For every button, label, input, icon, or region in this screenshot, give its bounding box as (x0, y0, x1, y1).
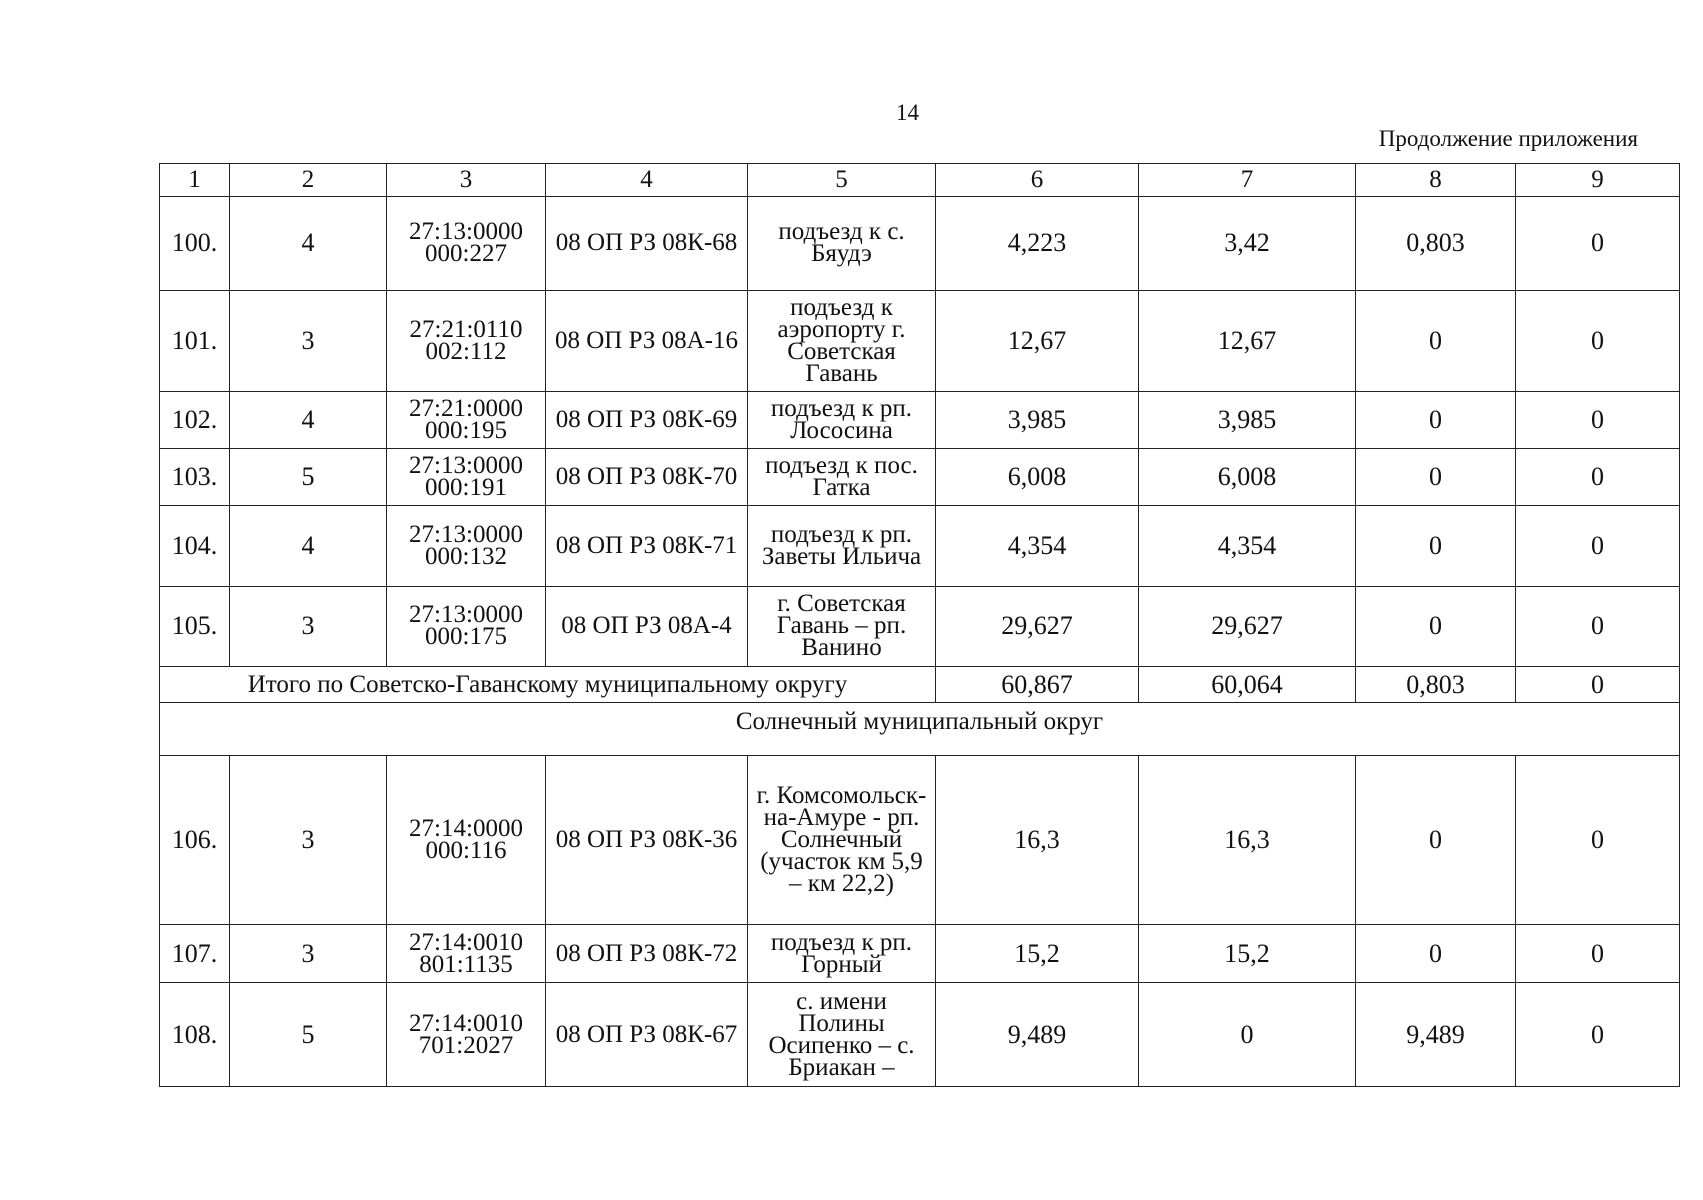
road-id-cell: 08 ОП РЗ 08К-69 (546, 391, 748, 448)
table-row (160, 506, 1680, 586)
column-header: 6 (936, 164, 1139, 197)
cadastral-number-cell: 27:21:0000 000:195 (387, 391, 546, 448)
row-number: 106. (160, 755, 230, 925)
row-number: 105. (160, 586, 230, 666)
table-row (160, 449, 1680, 506)
length-col8-cell: 0 (1356, 586, 1516, 666)
road-id-cell: 08 ОП РЗ 08К-68 (546, 197, 748, 290)
total-length-cell: 29,627 (936, 586, 1139, 666)
length-col9-cell: 0 (1516, 506, 1680, 586)
length-col7-cell: 4,354 (1139, 506, 1356, 586)
cadastral-number-cell: 27:13:0000 000:175 (387, 586, 546, 666)
cadastral-number-cell: 27:14:0000 000:116 (387, 755, 546, 925)
cadastral-number-cell: 27:14:0010 701:2027 (387, 983, 546, 1087)
length-col8-cell: 9,489 (1356, 983, 1516, 1087)
length-col7-cell: 60,064 (1139, 667, 1356, 703)
length-col9-cell: 0 (1516, 925, 1680, 983)
length-col9-cell: 0 (1516, 449, 1680, 506)
length-col8-cell: 0 (1356, 391, 1516, 448)
appendix-continuation-caption: Продолжение приложения (1378, 126, 1638, 151)
road-id-cell: 08 ОП РЗ 08К-67 (546, 983, 748, 1087)
road-name-cell: подъезд к пос. Гатка (748, 449, 936, 506)
row-number: 108. (160, 983, 230, 1087)
row-number: 107. (160, 925, 230, 983)
row-number: 104. (160, 506, 230, 586)
total-row (160, 667, 1680, 703)
category-cell: 3 (230, 586, 387, 666)
page-number: 14 (896, 100, 919, 125)
length-col7-cell: 6,008 (1139, 449, 1356, 506)
roads-table (159, 163, 1680, 1087)
length-col9-cell: 0 (1516, 667, 1680, 703)
table-row (160, 755, 1680, 925)
table-row (160, 197, 1680, 290)
road-id-cell: 08 ОП РЗ 08К-71 (546, 506, 748, 586)
road-id-cell: 08 ОП РЗ 08А-16 (546, 290, 748, 391)
length-col9-cell: 0 (1516, 586, 1680, 666)
total-length-cell: 4,223 (936, 197, 1139, 290)
length-col7-cell: 15,2 (1139, 925, 1356, 983)
total-length-cell: 12,67 (936, 290, 1139, 391)
length-col9-cell: 0 (1516, 391, 1680, 448)
row-number: 103. (160, 449, 230, 506)
length-col7-cell: 16,3 (1139, 755, 1356, 925)
category-cell: 4 (230, 391, 387, 448)
length-col7-cell: 0 (1139, 983, 1356, 1087)
column-header: 9 (1516, 164, 1680, 197)
total-length-cell: 15,2 (936, 925, 1139, 983)
length-col7-cell: 3,985 (1139, 391, 1356, 448)
column-header: 1 (160, 164, 230, 197)
road-name-cell: г. Советская Гавань – рп. Ванино (748, 586, 936, 666)
column-header: 2 (230, 164, 387, 197)
row-number: 101. (160, 290, 230, 391)
total-length-cell: 4,354 (936, 506, 1139, 586)
total-length-cell: 60,867 (936, 667, 1139, 703)
road-name-cell: г. Комсомольск-на-Амуре - рп. Солнечный (участок км 5,9 – км 22,2) (748, 755, 936, 925)
length-col7-cell: 12,67 (1139, 290, 1356, 391)
length-col8-cell: 0 (1356, 925, 1516, 983)
table-row (160, 983, 1680, 1087)
cadastral-number-cell: 27:13:0000 000:227 (387, 197, 546, 290)
table-row (160, 925, 1680, 983)
category-cell: 5 (230, 449, 387, 506)
cadastral-number-cell: 27:21:0110 002:112 (387, 290, 546, 391)
road-name-cell: подъезд к рп. Заветы Ильича (748, 506, 936, 586)
length-col9-cell: 0 (1516, 197, 1680, 290)
road-id-cell: 08 ОП РЗ 08К-36 (546, 755, 748, 925)
column-header: 3 (387, 164, 546, 197)
road-id-cell: 08 ОП РЗ 08К-70 (546, 449, 748, 506)
total-length-cell: 6,008 (936, 449, 1139, 506)
row-number: 102. (160, 391, 230, 448)
length-col9-cell: 0 (1516, 755, 1680, 925)
length-col8-cell: 0 (1356, 290, 1516, 391)
length-col8-cell: 0 (1356, 449, 1516, 506)
cadastral-number-cell: 27:14:0010 801:1135 (387, 925, 546, 983)
table-row (160, 391, 1680, 448)
length-col8-cell: 0 (1356, 755, 1516, 925)
length-col7-cell: 29,627 (1139, 586, 1356, 666)
category-cell: 3 (230, 925, 387, 983)
road-name-cell: подъезд к с. Бяудэ (748, 197, 936, 290)
header-row (160, 164, 1680, 197)
length-col9-cell: 0 (1516, 290, 1680, 391)
road-name-cell: подъезд к рп. Горный (748, 925, 936, 983)
length-col7-cell: 3,42 (1139, 197, 1356, 290)
category-cell: 3 (230, 755, 387, 925)
length-col8-cell: 0 (1356, 506, 1516, 586)
section-row (160, 703, 1680, 755)
column-header: 7 (1139, 164, 1356, 197)
cadastral-number-cell: 27:13:0000 000:132 (387, 506, 546, 586)
column-header: 8 (1356, 164, 1516, 197)
table-row (160, 586, 1680, 666)
total-length-cell: 16,3 (936, 755, 1139, 925)
length-col8-cell: 0,803 (1356, 197, 1516, 290)
section-heading: Солнечный муниципальный округ (160, 703, 1680, 755)
total-length-cell: 9,489 (936, 983, 1139, 1087)
road-name-cell: подъезд к аэропорту г. Советская Гавань (748, 290, 936, 391)
total-length-cell: 3,985 (936, 391, 1139, 448)
category-cell: 3 (230, 290, 387, 391)
total-label: Итого по Советско-Гаванскому муниципальному округу (160, 667, 936, 703)
cadastral-number-cell: 27:13:0000 000:191 (387, 449, 546, 506)
road-id-cell: 08 ОП РЗ 08А-4 (546, 586, 748, 666)
column-header: 5 (748, 164, 936, 197)
column-header: 4 (546, 164, 748, 197)
category-cell: 4 (230, 506, 387, 586)
row-number: 100. (160, 197, 230, 290)
category-cell: 5 (230, 983, 387, 1087)
length-col8-cell: 0,803 (1356, 667, 1516, 703)
category-cell: 4 (230, 197, 387, 290)
road-id-cell: 08 ОП РЗ 08К-72 (546, 925, 748, 983)
length-col9-cell: 0 (1516, 983, 1680, 1087)
road-name-cell: подъезд к рп. Лососина (748, 391, 936, 448)
road-name-cell: с. имени Полины Осипенко – с. Бриакан – (748, 983, 936, 1087)
table-row (160, 290, 1680, 391)
